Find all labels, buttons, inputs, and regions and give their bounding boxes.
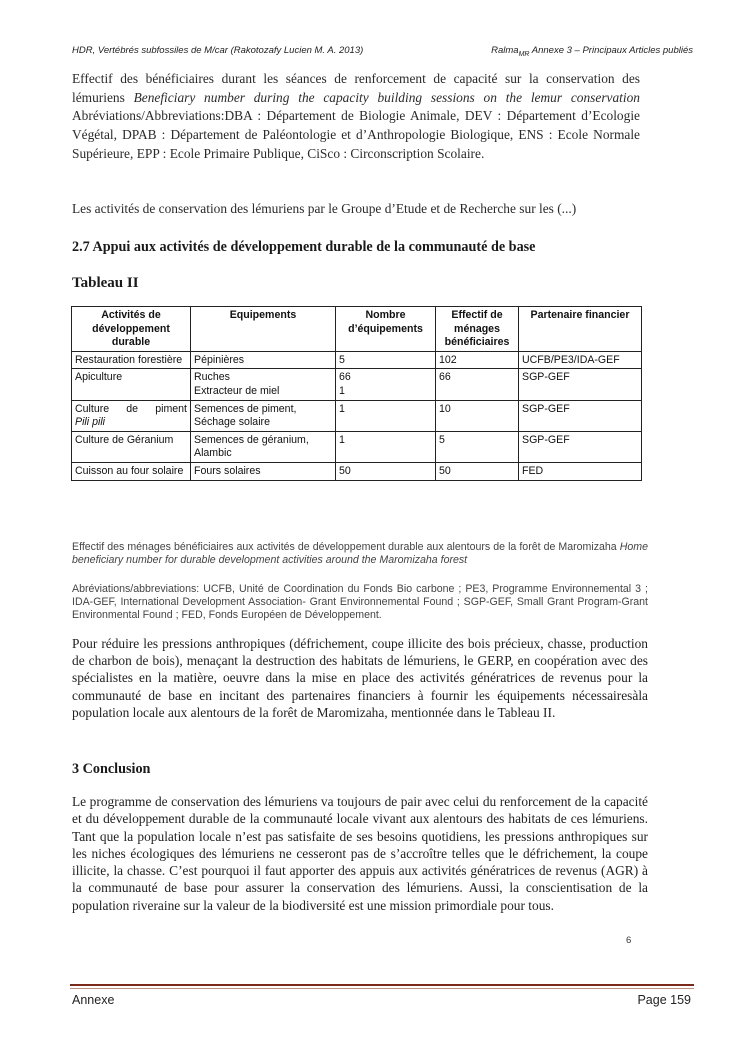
footer-rule-thin [70,988,694,989]
table-heading: Tableau II [72,275,139,291]
partner-cell: SGP-GEF [519,400,642,431]
caption-italic-english: Beneficiary number during the capacity building sessions on the lemur conservation [133,89,640,105]
equipment-cell [191,400,336,431]
households-cell: 102 [436,351,519,369]
activities-table [71,306,642,481]
count-line: 1 [339,384,345,397]
activity-cell [72,400,191,431]
count-cell: 1 [336,431,436,462]
activity-cell: Apiculture [72,369,191,400]
table-caption [72,541,648,567]
households-cell: 5 [436,431,519,462]
equipment-cell: Pépinières [191,351,336,369]
activity-line: Culture de piment [75,402,187,415]
header-right-prefix: Ralma [491,45,519,56]
footer-rule [70,984,694,986]
header-right-suffix: Annexe 3 – Principaux Articles publiés [529,45,693,56]
count-cell [336,369,436,400]
count-cell: 50 [336,462,436,480]
count-line: 66 [339,371,351,384]
column-header: Equipements [191,307,336,352]
households-cell: 10 [436,400,519,431]
equipment-line: Alambic [194,447,232,460]
article-page-number: 6 [626,935,632,946]
running-header-right [491,45,693,58]
table-caption-text: Effectif des ménages bénéficiaires aux activités de développement durable aux alentours de la forêt de Maromizaha [72,541,620,553]
article-title-line: Les activités de conservation des lémuriens par le Groupe d’Etude et de Recherche sur les (...) [72,201,577,216]
conclusion-heading: 3 Conclusion [72,761,151,777]
table-row [72,351,642,369]
footer-page: Page 159 [637,993,691,1007]
partner-cell: SGP-GEF [519,431,642,462]
running-header-left: HDR, Vertébrés subfossiles de M/car (Rakotozafy Lucien M. A. 2013) [72,45,364,56]
column-header: Partenaire financier [519,307,642,352]
partner-cell: FED [519,462,642,480]
column-header: Nombre d’équipements [336,307,436,352]
count-cell: 1 [336,400,436,431]
caption-abbreviations: Abréviations/Abbreviations:DBA : Département de Biologie Animale, DEV : Département d’Ecologie Végétal, DPAB : Département de Paléontologie et d’Anthropologie Biologique, ENS : Ecole Normale Supérieure, EPP : Ecole Primaire Publique, CiSco : Circonscription Scolaire. [72,108,640,161]
caption-text-a: Effectif des bénéficiaires durant les séances de renforcement de capacité sur la conservation des lémuriens [72,71,640,105]
activity-cell: Culture de Géranium [72,431,191,462]
households-cell: 50 [436,462,519,480]
conclusion-paragraph: Le programme de conservation des lémuriens va toujours de pair avec celui du renforcement de la capacité et du développement durable de la communauté locale vivant aux alentours des habitats de ces lémuriens. Tant que la population locale n’est pas satisfaite de ses besoins quotidiens, les pressions anthropiques sur les niches écologiques des lémuriens ne cesseront pas de s’accroître telles que le défrichement, la coupe illicite, la chasse. C’est pourquoi il faut apporter des appuis aux activités génératrices de revenus (AGR) à la communauté de base pour assurer la conservation des lémuriens. Aussi, la conscientisation de la population riveraine sur la valeur de la biodiversité est une mission primordiale pour tous. [72,794,648,913]
table-row [72,431,642,462]
equipment-cell [191,369,336,400]
body-paragraph: Pour réduire les pressions anthropiques (défrichement, coupe illicite des bois précieux, chasse, production de charbon de bois), menaçant la destruction des habitats de lémuriens, le GERP, en coopération avec des spécialistes en la matière, oeuvre dans la mise en place des activités génératrices de revenus pour la communauté de base en incitant des partenaires financiers à fournir les équipements nécessairesàla population locale aux alentours de la forêt de Maromizaha, mentionnée dans le Tableau II. [72,636,648,720]
column-header: Effectif de ménages bénéficiaires [436,307,519,352]
partner-cell: SGP-GEF [519,369,642,400]
table-row [72,369,642,400]
activity-cell: Restauration forestière [72,351,191,369]
activity-cell: Cuisson au four solaire [72,462,191,480]
table-abbreviations: Abréviations/abbreviations: UCFB, Unité de Coordination du Fonds Bio carbone ; PE3, Programme Environnemental 3 ; IDA-GEF, International Development Association- Grant Environnemental Found ; SGP-GEF, Small Grant Program-Grant Environmental Found ; FED, Fonds Européen de Développement. [72,583,648,621]
equipment-cell: Fours solaires [191,462,336,480]
activity-italic: Pili pili [75,416,106,429]
section-heading: 2.7 Appui aux activités de développement durable de la communauté de base [72,239,536,255]
households-cell: 66 [436,369,519,400]
partner-cell: UCFB/PE3/IDA-GEF [519,351,642,369]
equipment-line: Semences de géranium, [194,433,309,446]
table-row [72,462,642,480]
equipment-line: Extracteur de miel [194,384,280,397]
table-caption-italic: Home beneficiary number for durable development activities around the Maromizaha forest [72,541,648,566]
equipment-cell [191,431,336,462]
column-header: Activités de développement durable [72,307,191,352]
equipment-line: Séchage solaire [194,416,270,429]
table-header-row [72,307,642,352]
header-right-subscript: MR [518,50,530,58]
equipment-line: Ruches [194,371,230,384]
equipment-line: Semences de piment, [194,402,297,415]
footer-left: Annexe [72,993,115,1007]
count-cell: 5 [336,351,436,369]
table-row [72,400,642,431]
figure-caption-paragraph [72,70,640,164]
